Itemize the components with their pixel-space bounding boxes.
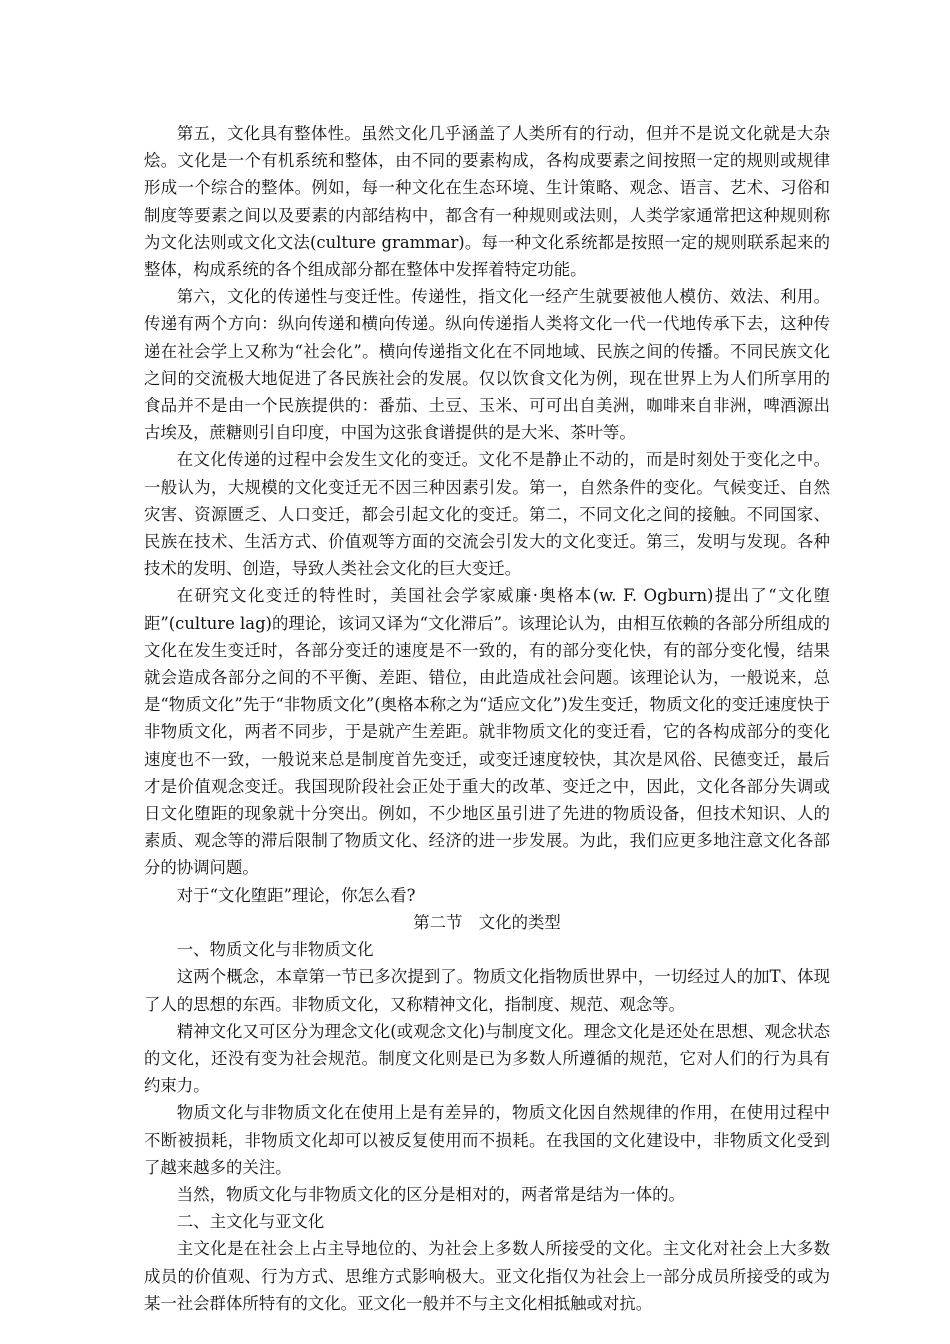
document-page [144, 120, 830, 1317]
paragraph-culture-lag: 在研究文化变迁的特性时，美国社会学家威廉·奥格本(w. F. Ogburn)提出了“文化堕距”(culture lag)的理论，该词又译为“文化滞后”。该理论认为，由相互依赖的各部分所组成的文化在发生变迁时，各部分变迁的速度是不一致的，有的部分变化快，有的部分变化慢，结果就会造成各部分之间的不平衡、差距、错位，由此造成社会问题。该理论认为，一般说来，总是“物质文化”先于“非物质文化”(奥格本称之为“适应文化”)发生变迁，物质文化的变迁速度快于非物质文化，两者不同步，于是就产生差距。就非物质文化的变迁看，它的各构成部分的变化速度也不一致，一般说来总是制度首先变迁，或变迁速度较快，其次是风俗、民德变迁，最后才是价值观念变迁。我国现阶段社会正处于重大的改革、变迁之中，因此，文化各部分失调或日文化堕距的现象就十分突出。例如，不少地区虽引进了先进的物质设备，但技术知识、人的素质、观念等的滞后限制了物质文化、经济的进一步发展。为此，我们应更多地注意文化各部分的协调问题。 [144, 586, 830, 878]
paragraph-cultural-change: 在文化传递的过程中会发生文化的变迁。文化不是静止不动的，而是时刻处于变化之中。一般认为，大规模的文化变迁无不因三种因素引发。第一，自然条件的变化。气候变迁、自然灾害、资源匮乏、人口变迁，都会引起文化的变迁。第二，不同文化之间的接触。不同国家、民族在技术、生活方式、价值观等方面的交流会引发大的文化变迁。第三，发明与发现。各种技术的发明、创造，导致人类社会文化的巨大变迁。 [144, 450, 830, 579]
paragraph-relative-distinction: 当然，物质文化与非物质文化的区分是相对的，两者常是结为一体的。 [176, 1184, 685, 1204]
section-title: 第二节 文化的类型 [413, 912, 561, 932]
paragraph-fifth-characteristic: 第五，文化具有整体性。虽然文化几乎涵盖了人类所有的行动，但并不是说文化就是大杂烩。文化是一个有机系统和整体，由不同的要素构成，各构成要素之间按照一定的规则或规律形成一个综合的整体。例如，每一种文化在生态环境、生计策略、观念、语言、艺术、习俗和制度等要素之间以及要素的内部结构中，都含有一种规则或法则，人类学家通常把这种规则称为文化法则或文化文法(culture grammar)。每一种文化系统都是按照一定的规则联系起来的整体，构成系统的各个组成部分都在整体中发挥着特定功能。 [144, 124, 830, 280]
paragraph-material-definition: 这两个概念，本章第一节已多次提到了。物质文化指物质世界中，一切经过人的加T、体现了人的思想的东西。非物质文化，又称精神文化，指制度、规范、观念等。 [144, 967, 830, 1014]
paragraph-usage-difference: 物质文化与非物质文化在使用上是有差异的，物质文化因自然规律的作用，在使用过程中不断被损耗，非物质文化却可以被反复使用而不损耗。在我国的文化建设中，非物质文化受到了越来越多的关注。 [144, 1103, 830, 1177]
subsection-heading-subculture: 二、主文化与亚文化 [176, 1212, 325, 1232]
paragraph-sixth-characteristic: 第六，文化的传递性与变迁性。传递性，指文化一经产生就要被他人模仿、效法、利用。传递有两个方向：纵向传递和横向传递。纵向传递指人类将文化一代一代地传承下去，这种传递在社会学上又称为“社会化”。横向传递指文化在不同地域、民族之间的传播。不同民族文化之间的交流极大地促进了各民族社会的发展。仅以饮食文化为例，现在世界上为人们所享用的食品并不是由一个民族提供的：番茄、土豆、玉米、可可出自美洲，咖啡来自非洲，啤酒源出古埃及，蔗糖则引自印度，中国为这张食谱提供的是大米、茶叶等。 [144, 287, 830, 443]
paragraph-spiritual-culture: 精神文化又可区分为理念文化(或观念文化)与制度文化。理念文化是还处在思想、观念状态的文化，还没有变为社会规范。制度文化则是已为多数人所遵循的规范，它对人们的行为具有约束力。 [144, 1021, 830, 1096]
paragraph-question: 对于“文化堕距”理论，你怎么看? [176, 885, 416, 905]
paragraph-main-and-subculture: 主文化是在社会上占主导地位的、为社会上多数人所接受的文化。主文化对社会上大多数成员的价值观、行为方式、思维方式影响极大。亚文化指仅为社会上一部分成员所接受的或为某一社会群体所特有的文化。亚文化一般并不与主文化相抵触或对抗。 [144, 1239, 830, 1313]
subsection-heading-material-culture: 一、物质文化与非物质文化 [176, 940, 374, 960]
